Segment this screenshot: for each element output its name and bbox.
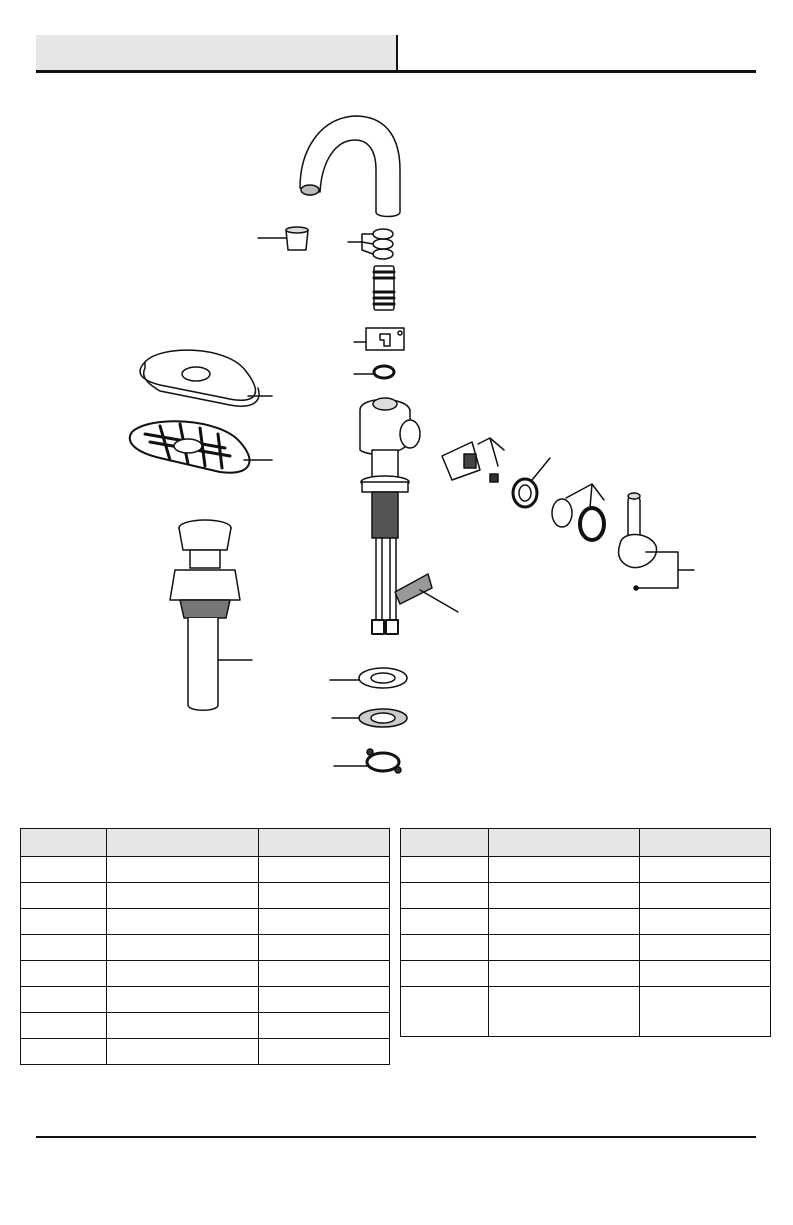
cell-part-number xyxy=(259,1039,390,1065)
section-header xyxy=(36,35,396,71)
cell-part xyxy=(21,857,107,883)
table-header-row xyxy=(21,829,390,857)
table-header-row xyxy=(401,829,771,857)
deck-plate-gasket-icon xyxy=(130,421,272,472)
pop-up-drain-icon xyxy=(170,520,252,710)
exploded-parts-diagram xyxy=(0,80,793,800)
table-row xyxy=(401,961,771,987)
parts-table-right xyxy=(400,828,771,1037)
cell-part xyxy=(401,961,489,987)
aerator-icon xyxy=(258,227,308,250)
cell-description xyxy=(489,909,640,935)
cell-description xyxy=(489,987,640,1037)
cell-part xyxy=(21,909,107,935)
cell-part xyxy=(401,935,489,961)
spout-connector-icon xyxy=(374,266,394,310)
table-row xyxy=(21,1013,390,1039)
cell-part xyxy=(21,883,107,909)
cell-part-number xyxy=(640,961,771,987)
table-row xyxy=(401,883,771,909)
mounting-washer-icon xyxy=(330,668,407,688)
table-row xyxy=(401,935,771,961)
header-divider xyxy=(396,35,398,73)
cell-part-number xyxy=(640,935,771,961)
cell-part xyxy=(21,1039,107,1065)
table-row xyxy=(21,935,390,961)
cell-part-number xyxy=(640,909,771,935)
cell-part xyxy=(401,987,489,1037)
cell-description xyxy=(107,987,259,1013)
cell-description xyxy=(107,909,259,935)
cell-part-number xyxy=(259,857,390,883)
handle-icon xyxy=(618,493,694,590)
table-row xyxy=(21,961,390,987)
cell-description xyxy=(107,935,259,961)
cell-part-number xyxy=(640,987,771,1037)
cell-part-number xyxy=(259,987,390,1013)
col-header-part-number xyxy=(259,829,390,857)
col-header-part-number xyxy=(640,829,771,857)
table-row xyxy=(21,909,390,935)
table-row xyxy=(401,987,771,1037)
cell-description xyxy=(489,961,640,987)
col-header-part xyxy=(401,829,489,857)
table-row xyxy=(401,909,771,935)
table-row xyxy=(21,857,390,883)
cell-part xyxy=(21,987,107,1013)
cell-part xyxy=(401,857,489,883)
cell-description xyxy=(107,1013,259,1039)
spout-washer-icon xyxy=(354,366,394,378)
mounting-gasket-icon xyxy=(332,709,407,727)
col-header-description xyxy=(107,829,259,857)
cell-description xyxy=(107,961,259,987)
header-rule xyxy=(36,70,756,73)
cell-part-number xyxy=(259,961,390,987)
bonnet-nut-icon xyxy=(513,458,550,507)
cell-description xyxy=(489,935,640,961)
table-row xyxy=(21,883,390,909)
cell-part-number xyxy=(640,857,771,883)
cell-part-number xyxy=(259,935,390,961)
cell-part-number xyxy=(640,883,771,909)
o-rings-icon xyxy=(348,229,393,259)
cell-description xyxy=(107,1039,259,1065)
spout-icon xyxy=(300,116,400,217)
col-header-description xyxy=(489,829,640,857)
cell-description xyxy=(107,857,259,883)
supply-lines-icon xyxy=(395,574,458,612)
mounting-nut-icon xyxy=(334,749,401,773)
cell-description xyxy=(489,883,640,909)
cell-description xyxy=(107,883,259,909)
cell-part xyxy=(401,909,489,935)
cell-part-number xyxy=(259,883,390,909)
cap-icon xyxy=(552,484,604,540)
col-header-part xyxy=(21,829,107,857)
cell-part xyxy=(401,883,489,909)
deck-plate-icon xyxy=(140,350,272,406)
cell-description xyxy=(489,857,640,883)
footer-rule xyxy=(36,1136,756,1138)
set-screw-icon xyxy=(490,474,498,482)
table-row xyxy=(401,857,771,883)
table-row xyxy=(21,1039,390,1065)
cell-part xyxy=(21,1013,107,1039)
table-row xyxy=(21,987,390,1013)
cell-part xyxy=(21,961,107,987)
cell-part-number xyxy=(259,909,390,935)
parts-table-left xyxy=(20,828,390,1065)
cell-part xyxy=(21,935,107,961)
cell-part-number xyxy=(259,1013,390,1039)
wrench-pack-icon xyxy=(354,328,404,350)
